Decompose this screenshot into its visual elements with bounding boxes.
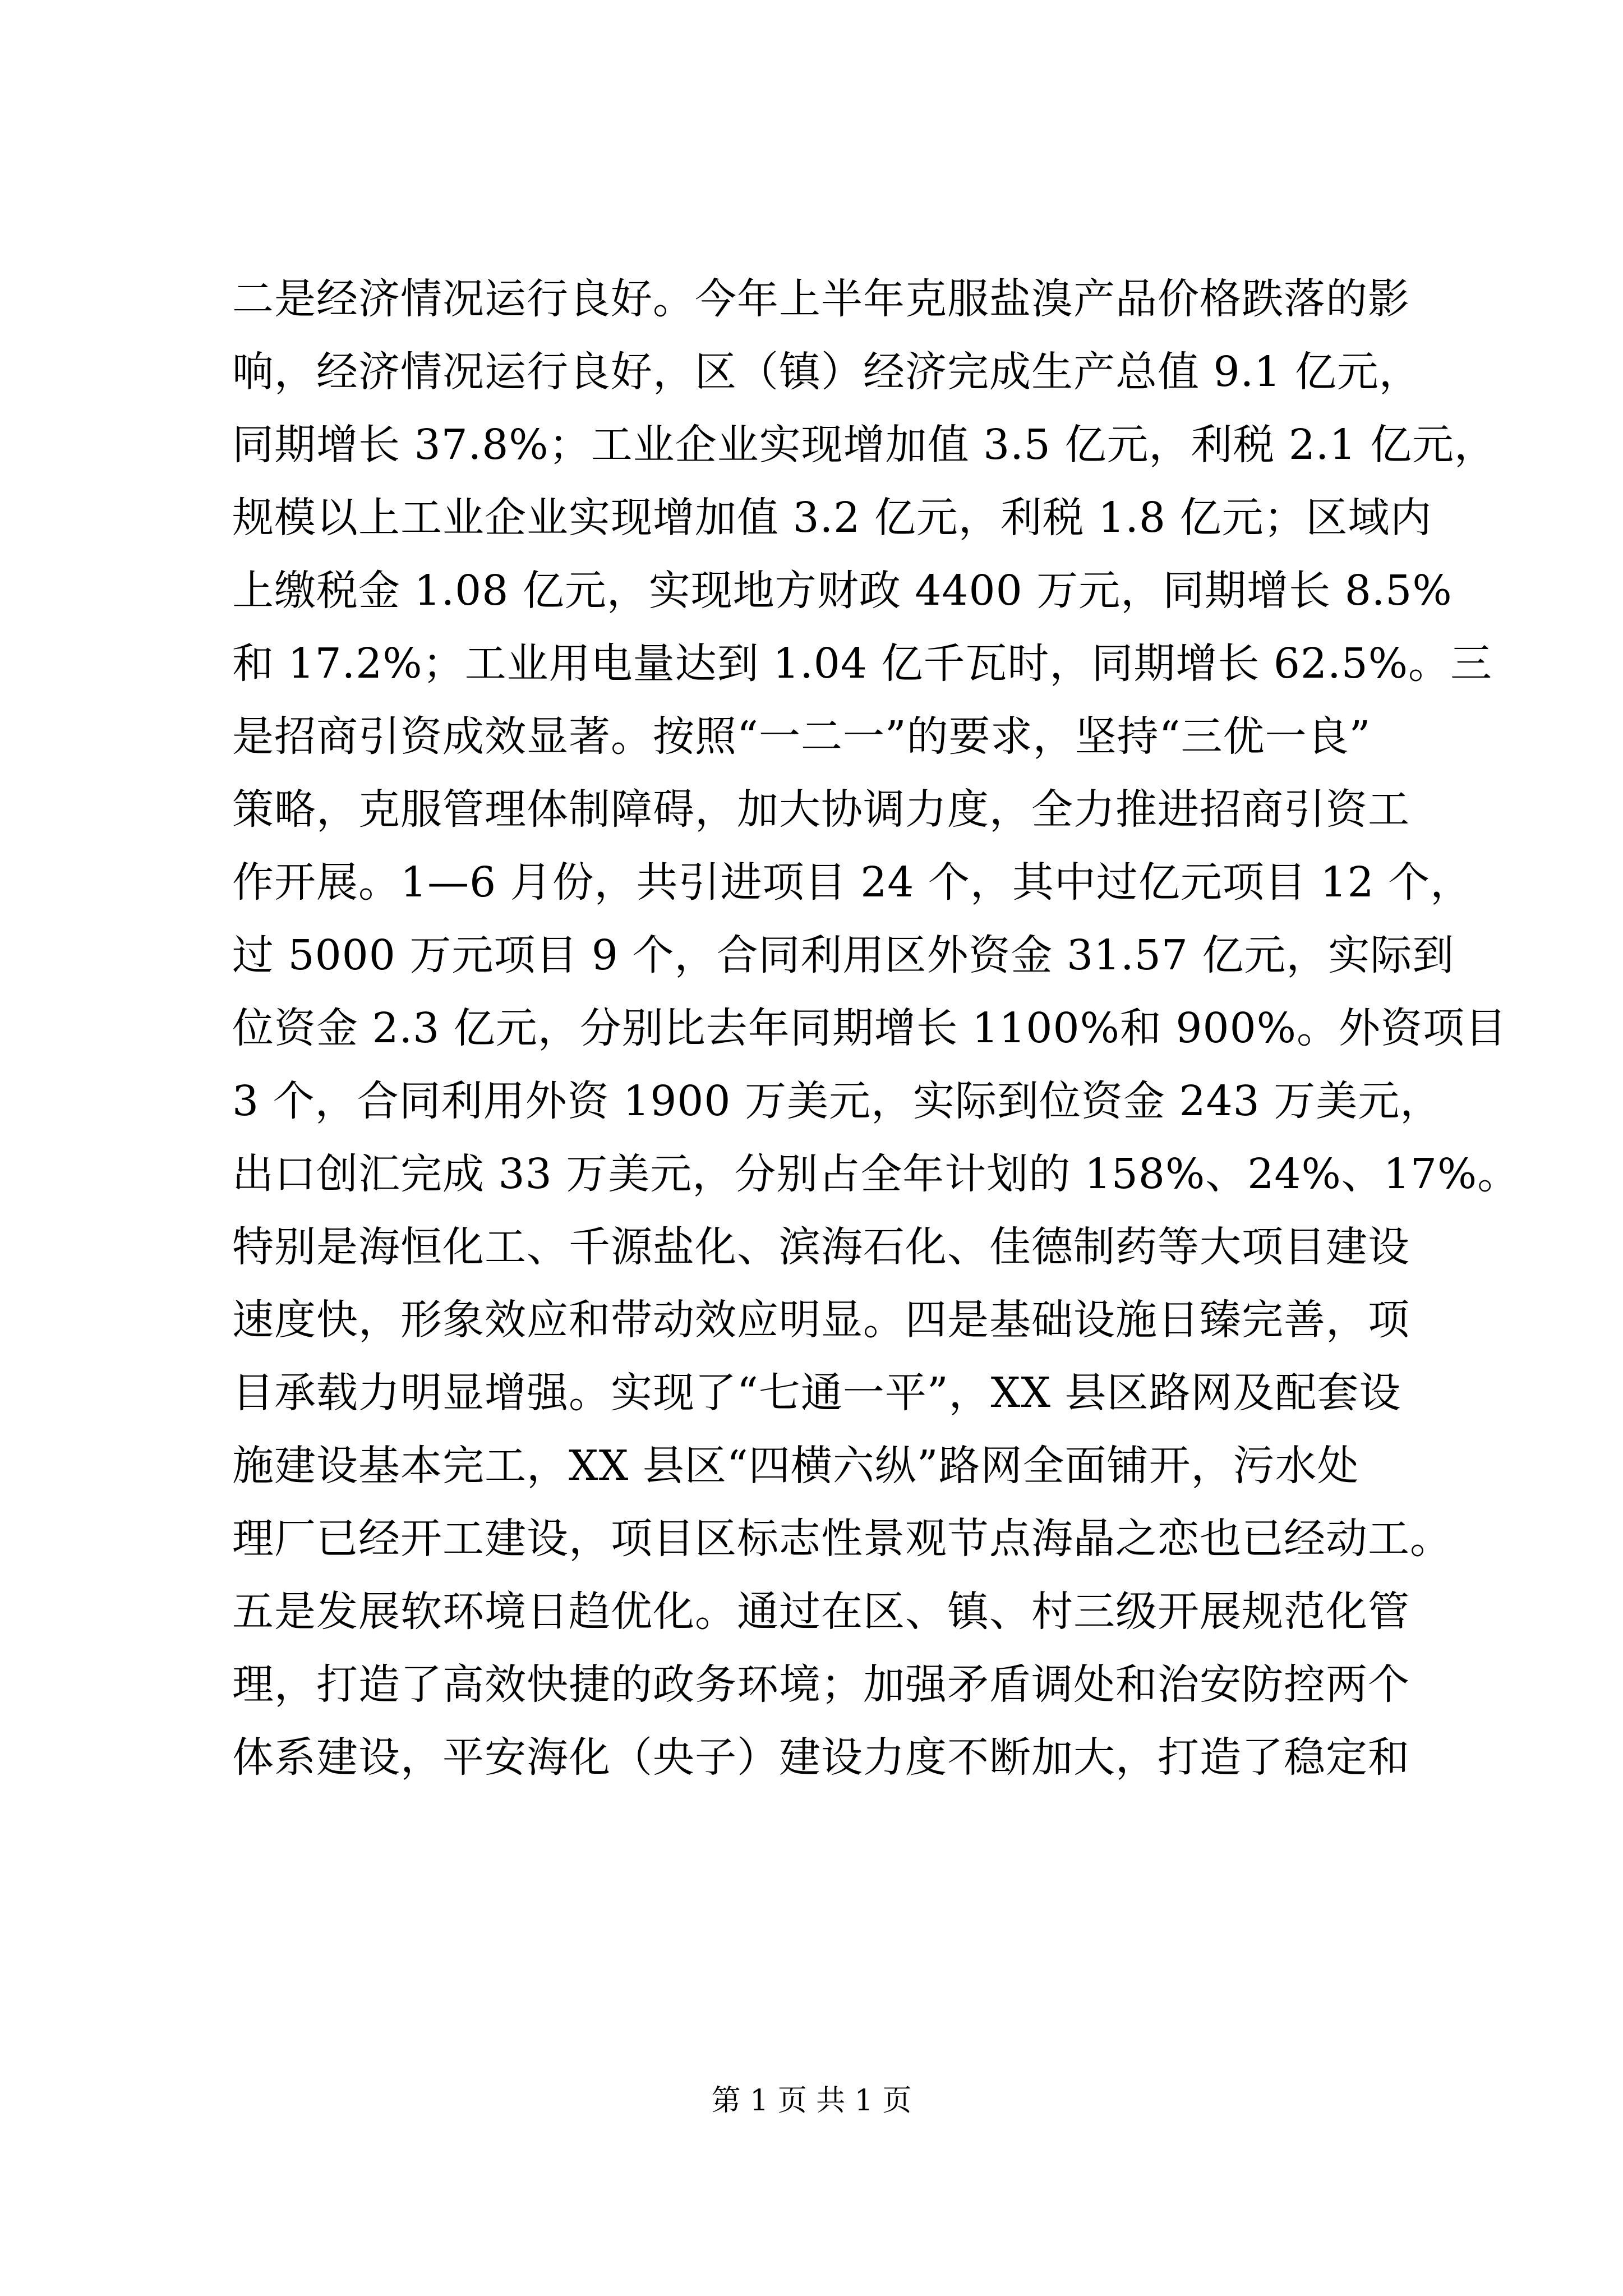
text-line: 作开展。1—6 月份，共引进项目 24 个，其中过亿元项目 12 个， <box>232 858 1473 907</box>
page-footer <box>0 2081 1623 2120</box>
text-line: 二是经济情况运行良好。今年上半年克服盐溴产品价格跌落的影 <box>232 275 1410 323</box>
text-line: 规模以上工业企业实现增加值 3.2 亿元，利税 1.8 亿元；区域内 <box>232 494 1432 542</box>
text-line: 位资金 2.3 亿元，分别比去年同期增长 1100%和 900%。外资项目 <box>232 1004 1507 1052</box>
text-line: 理，打造了高效快捷的政务环境；加强矛盾调处和治安防控两个 <box>232 1660 1410 1709</box>
text-line: 出口创汇完成 33 万美元，分别占全年计划的 158%、24%、17%。 <box>232 1150 1520 1198</box>
text-line: 和 17.2%；工业用电量达到 1.04 亿千瓦时，同期增长 62.5%。三 <box>232 639 1493 688</box>
text-line: 响，经济情况运行良好，区（镇）经济完成生产总值 9.1 亿元， <box>232 348 1421 396</box>
text-line: 3 个，合同利用外资 1900 万美元，实际到位资金 243 万美元， <box>232 1077 1442 1125</box>
text-line: 施建设基本完工，XX 县区“四横六纵”路网全面铺开，污水处 <box>232 1442 1359 1490</box>
text-line: 特别是海恒化工、千源盐化、滨海石化、佳德制药等大项目建设 <box>232 1223 1410 1271</box>
text-line: 上缴税金 1.08 亿元，实现地方财政 4400 万元，同期增长 8.5% <box>232 567 1453 615</box>
text-line: 过 5000 万元项目 9 个，合同利用区外资金 31.57 亿元，实际到 <box>232 931 1455 979</box>
text-line: 目承载力明显增强。实现了“七通一平”，XX 县区路网及配套设 <box>232 1369 1401 1417</box>
text-line: 速度快，形象效应和带动效应明显。四是基础设施日臻完善，项 <box>232 1296 1410 1344</box>
text-line: 体系建设，平安海化（央子）建设力度不断加大，打造了稳定和 <box>232 1733 1410 1782</box>
body-paragraph <box>232 263 1520 1794</box>
text-line: 策略，克服管理体制障碍，加大协调力度，全力推进招商引资工 <box>232 785 1410 834</box>
text-line: 五是发展软环境日趋优化。通过在区、镇、村三级开展规范化管 <box>232 1588 1410 1636</box>
text-line: 同期增长 37.8%；工业企业实现增加值 3.5 亿元，利税 2.1 亿元， <box>232 421 1497 469</box>
page-number-label: 第 1 页 共 1 页 <box>711 2084 912 2118</box>
text-line: 理厂已经开工建设，项目区标志性景观节点海晶之恋也已经动工。 <box>232 1515 1452 1563</box>
text-line: 是招商引资成效显著。按照“一二一”的要求，坚持“三优一良” <box>232 712 1371 761</box>
